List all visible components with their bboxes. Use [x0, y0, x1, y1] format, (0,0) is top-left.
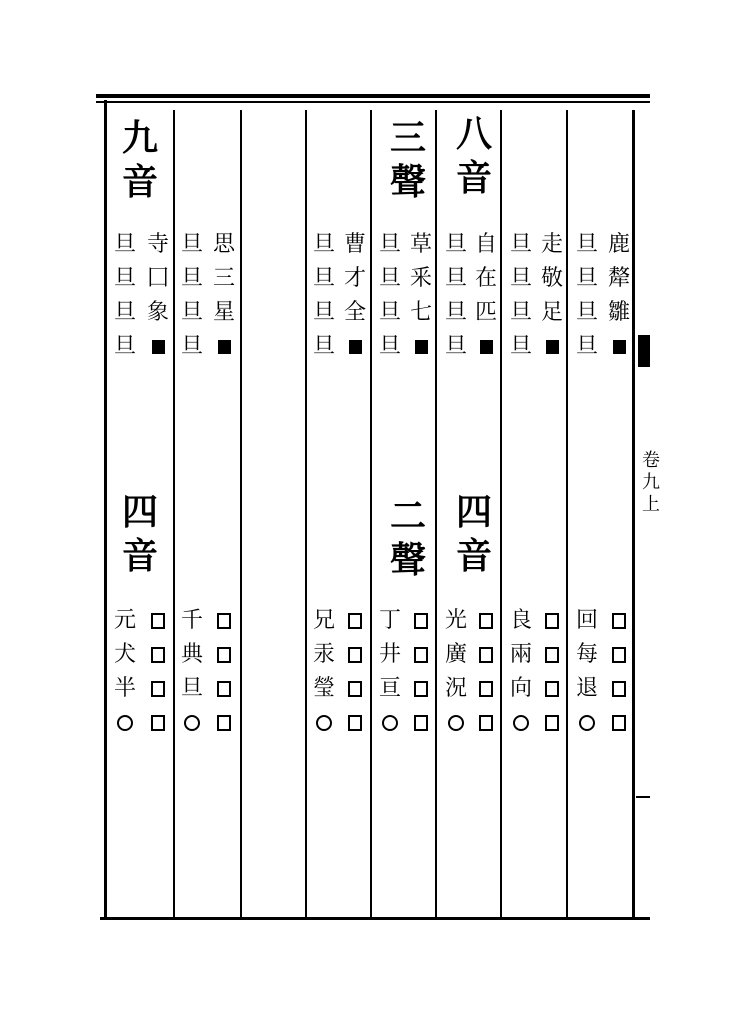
text-column — [441, 228, 471, 364]
text-column — [340, 228, 370, 364]
empty-box-mark — [348, 638, 362, 672]
glyph: 三 — [212, 266, 235, 291]
box-column — [471, 604, 501, 740]
empty-box-mark — [151, 706, 165, 740]
glyph: 旦 — [113, 266, 136, 291]
glyph: 寺 — [146, 232, 169, 257]
glyph: 音 — [121, 535, 158, 577]
glyph: 旦 — [575, 300, 598, 325]
filled-square-mark — [415, 330, 428, 364]
glyph: 退 — [575, 676, 598, 701]
circle-mark — [117, 706, 133, 740]
glyph: 旦 — [444, 300, 467, 325]
text-column — [537, 228, 567, 364]
glyph: 旦 — [180, 334, 203, 359]
column-divider — [173, 110, 175, 918]
heading-eight-tones — [452, 112, 496, 200]
glyph: 上 — [642, 494, 660, 515]
empty-box-mark — [479, 638, 493, 672]
empty-box-mark — [612, 604, 626, 638]
glyph: 旦 — [575, 334, 598, 359]
glyph: 敬 — [540, 266, 563, 291]
text-column — [375, 604, 405, 740]
glyph: 旦 — [113, 300, 136, 325]
glyph: 旦 — [509, 232, 532, 257]
glyph: 旦 — [312, 334, 335, 359]
glyph: 旦 — [180, 232, 203, 257]
text-column — [441, 604, 471, 740]
text-column — [309, 604, 339, 740]
text-column — [471, 228, 501, 364]
empty-box-mark — [151, 638, 165, 672]
text-column — [406, 228, 436, 364]
empty-box-mark — [414, 638, 428, 672]
glyph: 旦 — [509, 300, 532, 325]
glyph: 旦 — [312, 232, 335, 257]
glyph: 音 — [455, 157, 492, 199]
text-column — [177, 228, 207, 364]
glyph: 囗 — [146, 266, 169, 291]
filled-square-mark — [480, 330, 493, 364]
glyph: 旦 — [444, 334, 467, 359]
volume-marker — [640, 450, 662, 516]
text-column — [309, 228, 339, 364]
glyph: 典 — [180, 642, 203, 667]
glyph: 三 — [389, 117, 426, 159]
text-column — [110, 228, 140, 364]
glyph: 每 — [575, 642, 598, 667]
glyph: 草 — [409, 232, 432, 257]
text-column — [143, 228, 173, 364]
glyph: 聲 — [389, 161, 426, 203]
filled-square-mark — [349, 330, 362, 364]
circle-mark — [382, 706, 398, 740]
glyph: 旦 — [509, 266, 532, 291]
left-border — [104, 100, 107, 918]
filled-square-mark — [218, 330, 231, 364]
empty-box-mark — [217, 706, 231, 740]
box-column — [604, 604, 634, 740]
box-column — [340, 604, 370, 740]
glyph: 九 — [121, 117, 158, 159]
glyph: 犛 — [607, 266, 630, 291]
glyph: 旦 — [180, 300, 203, 325]
glyph: 良 — [509, 608, 532, 633]
glyph: 旦 — [312, 266, 335, 291]
circle-mark — [184, 706, 200, 740]
glyph: 向 — [509, 676, 532, 701]
empty-box-mark — [545, 638, 559, 672]
box-column — [209, 604, 239, 740]
glyph: 音 — [121, 161, 158, 203]
glyph: 旦 — [312, 300, 335, 325]
glyph: 旦 — [113, 232, 136, 257]
glyph: 二 — [389, 495, 426, 537]
top-border-inner — [96, 101, 650, 103]
glyph: 元 — [113, 608, 136, 633]
glyph: 音 — [455, 535, 492, 577]
glyph: 雛 — [607, 300, 630, 325]
empty-box-mark — [479, 672, 493, 706]
glyph: 自 — [474, 232, 497, 257]
heading-two-tones — [386, 494, 430, 582]
box-column — [143, 604, 173, 740]
text-column — [506, 228, 536, 364]
glyph: 旦 — [180, 266, 203, 291]
glyph: 全 — [343, 300, 366, 325]
empty-box-mark — [414, 706, 428, 740]
glyph: 汞 — [312, 642, 335, 667]
text-column — [177, 604, 207, 740]
glyph: 旦 — [378, 334, 401, 359]
glyph: 鹿 — [607, 232, 630, 257]
glyph: 井 — [378, 642, 401, 667]
glyph: 瑩 — [312, 676, 335, 701]
glyph: 才 — [343, 266, 366, 291]
column-divider — [240, 110, 242, 918]
glyph: 四 — [121, 491, 158, 533]
column-divider — [305, 110, 307, 918]
glyph: 九 — [642, 472, 660, 493]
empty-box-mark — [414, 604, 428, 638]
column-divider — [370, 110, 372, 918]
box-column — [406, 604, 436, 740]
glyph: 回 — [575, 608, 598, 633]
glyph: 旦 — [378, 232, 401, 257]
empty-box-mark — [217, 672, 231, 706]
empty-box-mark — [545, 672, 559, 706]
glyph: 聲 — [389, 539, 426, 581]
empty-box-mark — [217, 604, 231, 638]
glyph: 匹 — [474, 300, 497, 325]
empty-box-mark — [479, 706, 493, 740]
empty-box-mark — [612, 638, 626, 672]
empty-box-mark — [151, 604, 165, 638]
glyph: 半 — [113, 676, 136, 701]
heading-nine-tones — [118, 116, 162, 204]
box-column — [537, 604, 567, 740]
glyph: 兄 — [312, 608, 335, 633]
glyph: 犬 — [113, 642, 136, 667]
empty-box-mark — [612, 706, 626, 740]
circle-mark — [579, 706, 595, 740]
glyph: 旦 — [113, 334, 136, 359]
glyph: 旦 — [509, 334, 532, 359]
circle-mark — [316, 706, 332, 740]
glyph: 在 — [474, 266, 497, 291]
text-column — [572, 604, 602, 740]
glyph: 八 — [455, 113, 492, 155]
glyph: 象 — [146, 300, 169, 325]
empty-box-mark — [151, 672, 165, 706]
glyph: 千 — [180, 608, 203, 633]
glyph: 況 — [444, 676, 467, 701]
glyph: 光 — [444, 608, 467, 633]
margin-block — [638, 335, 650, 367]
empty-box-mark — [612, 672, 626, 706]
glyph: 旦 — [378, 300, 401, 325]
heading-four-tones — [452, 490, 496, 578]
circle-mark — [513, 706, 529, 740]
glyph: 旦 — [444, 266, 467, 291]
text-column — [209, 228, 239, 364]
text-column — [506, 604, 536, 740]
glyph: 釆 — [409, 266, 432, 291]
glyph: 走 — [540, 232, 563, 257]
empty-box-mark — [348, 672, 362, 706]
text-column — [604, 228, 634, 364]
circle-mark — [448, 706, 464, 740]
filled-square-mark — [546, 330, 559, 364]
glyph: 思 — [212, 232, 235, 257]
heading-four-tones — [118, 490, 162, 578]
glyph: 星 — [212, 300, 235, 325]
glyph: 旦 — [444, 232, 467, 257]
glyph: 廣 — [444, 642, 467, 667]
glyph: 旦 — [378, 266, 401, 291]
empty-box-mark — [348, 706, 362, 740]
filled-square-mark — [613, 330, 626, 364]
heading-three-tones — [386, 116, 430, 204]
empty-box-mark — [217, 638, 231, 672]
glyph: 亘 — [378, 676, 401, 701]
empty-box-mark — [348, 604, 362, 638]
glyph: 曹 — [343, 232, 366, 257]
empty-box-mark — [545, 706, 559, 740]
glyph: 旦 — [575, 266, 598, 291]
text-column — [375, 228, 405, 364]
glyph: 七 — [409, 300, 432, 325]
glyph: 足 — [540, 300, 563, 325]
empty-box-mark — [479, 604, 493, 638]
top-border — [96, 94, 650, 98]
empty-box-mark — [545, 604, 559, 638]
glyph: 卷 — [642, 450, 660, 471]
margin-tick — [636, 796, 650, 798]
empty-box-mark — [414, 672, 428, 706]
glyph: 兩 — [509, 642, 532, 667]
text-column — [110, 604, 140, 740]
filled-square-mark — [152, 330, 165, 364]
text-column — [572, 228, 602, 364]
glyph: 四 — [455, 491, 492, 533]
glyph: 旦 — [575, 232, 598, 257]
glyph: 丁 — [378, 608, 401, 633]
glyph: 旦 — [180, 676, 203, 701]
